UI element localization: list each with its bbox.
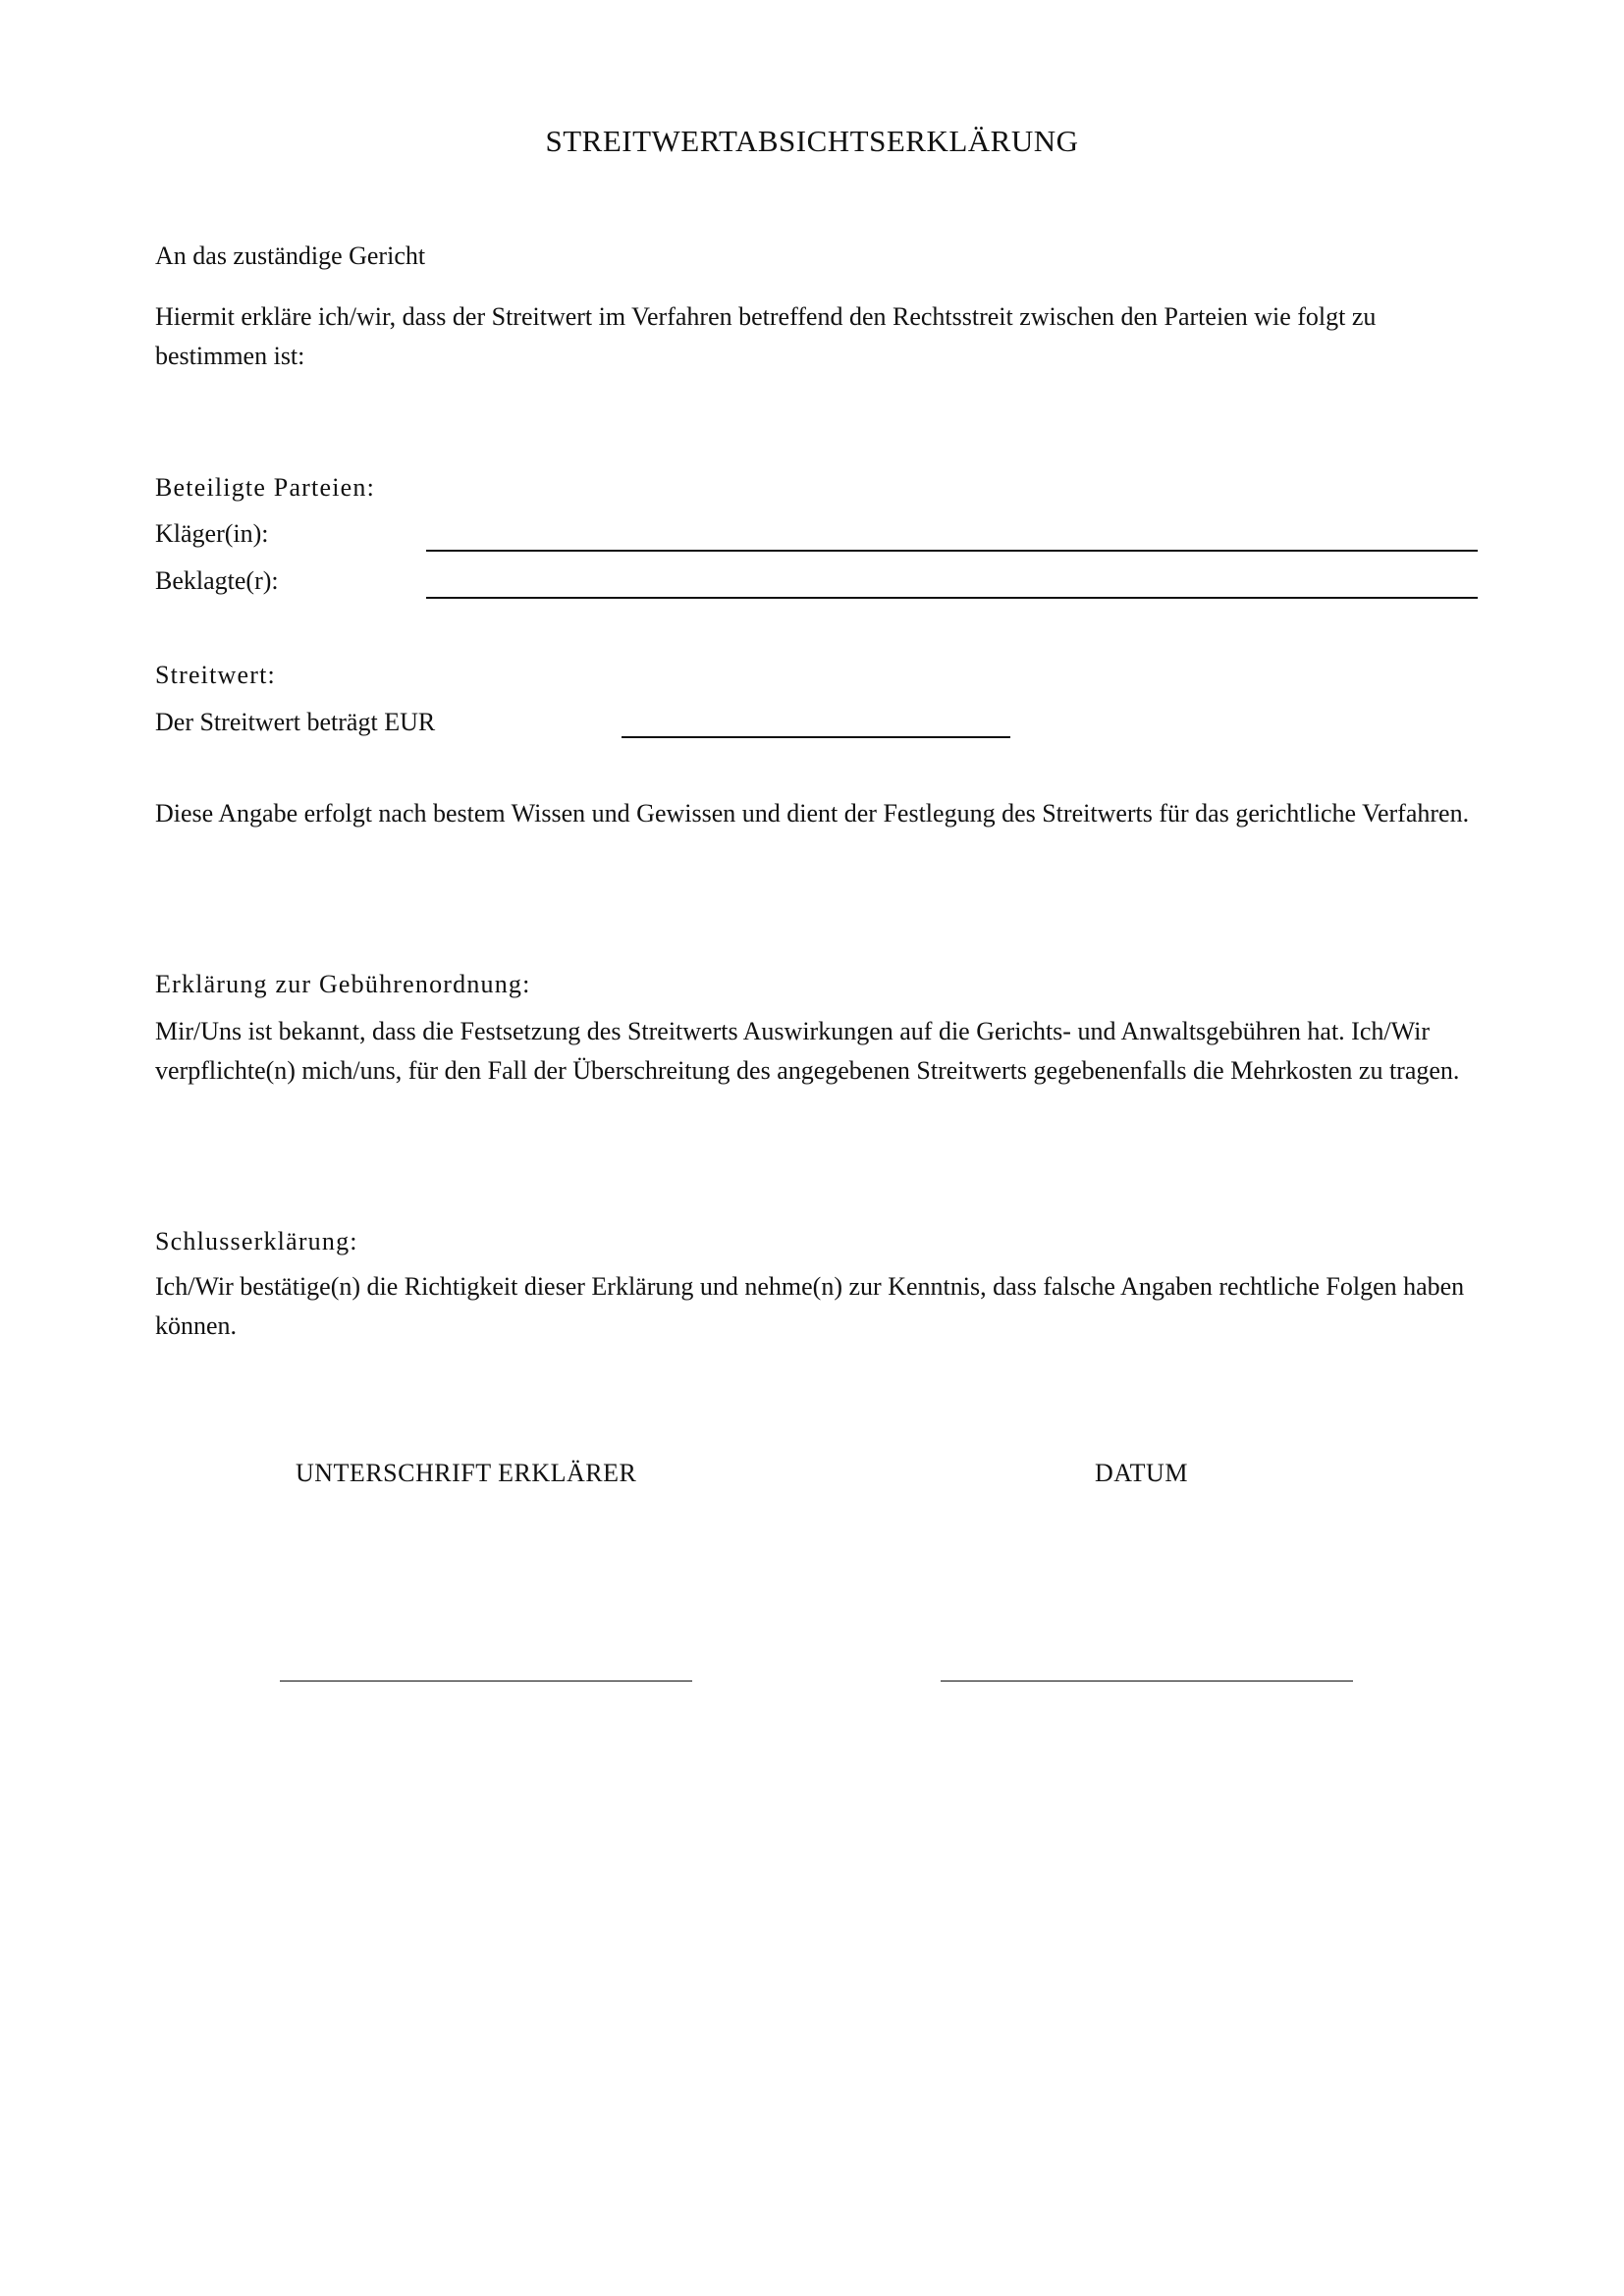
closing-paragraph: Ich/Wir bestätige(n) die Richtigkeit dieser Erklärung und nehme(n) zur Kenntnis, dass falsche Angaben rechtliche Folgen haben können. (155, 1272, 1465, 1340)
value-heading: Streitwert: (155, 661, 276, 689)
intro-paragraph: Hiermit erkläre ich/wir, dass der Streitwert im Verfahren betreffend den Rechtsstreit zwischen den Parteien wie folgt zu bestimmen ist: (155, 302, 1377, 370)
amount-input-line[interactable] (622, 736, 1010, 738)
fees-heading: Erklärung zur Gebührenordnung: (155, 970, 531, 998)
fees-paragraph: Mir/Uns ist bekannt, dass die Festsetzung des Streitwerts Auswirkungen auf die Gerichts- und Anwaltsgebühren hat. Ich/Wir verpflichte(n) mich/uns, für den Fall der Überschreitung des angegebenen Streitwerts gegebenenfalls die Mehrkosten zu tragen. (155, 1017, 1460, 1085)
signer-label: UNTERSCHRIFT ERKLÄRER (296, 1459, 637, 1487)
plaintiff-input-line[interactable] (426, 550, 1478, 552)
defendant-label: Beklagte(r): (155, 566, 279, 595)
date-line[interactable] (941, 1681, 1353, 1682)
date-label: DATUM (1095, 1459, 1188, 1487)
plaintiff-label: Kläger(in): (155, 519, 269, 548)
amount-label: Der Streitwert beträgt EUR (155, 708, 436, 736)
parties-heading: Beteiligte Parteien: (155, 473, 375, 502)
signature-line[interactable] (280, 1681, 692, 1682)
recipient-line: An das zuständige Gericht (155, 241, 426, 270)
closing-heading: Schlusserklärung: (155, 1227, 358, 1255)
defendant-input-line[interactable] (426, 597, 1478, 599)
document-title: STREITWERTABSICHTSERKLÄRUNG (545, 124, 1079, 158)
assurance-paragraph: Diese Angabe erfolgt nach bestem Wissen und Gewissen und dient der Festlegung des Streitwerts für das gerichtliche Verfahren. (155, 799, 1470, 828)
